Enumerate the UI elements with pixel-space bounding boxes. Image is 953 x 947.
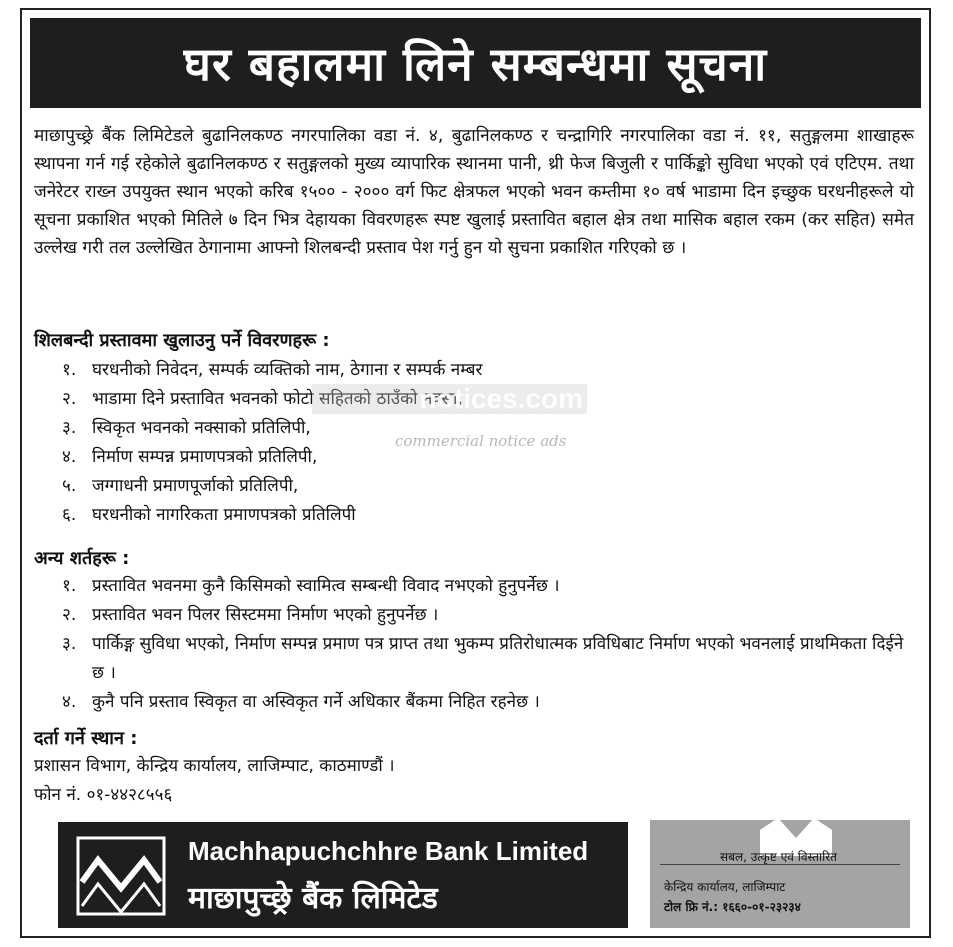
bank-name-english: Machhapuchchhre Bank Limited — [188, 836, 589, 866]
bank-logo-block — [58, 822, 628, 928]
watermark-subtext: commercial notice ads — [395, 432, 567, 450]
divider — [660, 864, 900, 865]
watermark: notices.com — [312, 384, 587, 414]
list-item: ३. पार्किङ्ग सुविधा भएको, निर्माण सम्पन्न प्रमाण पत्र प्राप्त तथा भुकम्प प्रतिरोधात्मक प्रविधिबाट निर्माण भएको भवनलाई प्राथमिकता दिईने छ । — [62, 634, 904, 683]
intro-paragraph: माछापुच्छ्रे बैंक लिमिटेडले बुढानिलकण्ठ नगरपालिका वडा नं. ४, बुढानिलकण्ठ र चन्द्रागिरि नगरपालिका वडा नं. ११, सतुङ्गलमा शाखाहरू स्थापना गर्न गई रहेकोले बुढानिलकण्ठ र सतुङ्गलको मुख्य व्यापारिक स्थानमा पानी, थ्री फेज बिजुली र पार्किङ्को सुविधा भएको एवं एटिएम. तथा जनेरेटर राख्न उपयुक्त स्थान भएको करिब १५०० - २००० वर्ग फिट क्षेत्रफल भएको भवन कम्तीमा १० वर्ष भाडामा दिन इच्छुक घरधनीहरूले यो सूचना प्रकाशित भएको मितिले ७ दिन भित्र देहायका विवरणहरू स्पष्ट खुलाई प्रस्तावित बहाल क्षेत्र तथा मासिक बहाल रकम (कर सहित) समेत उल्लेख गरी तल उल्लेखित ठेगानामा आफ्नो शिलबन्दी प्रस्ताव पेश गर्नु हुन यो सुचना प्रकाशित गरिएको छ । — [34, 126, 914, 258]
section-required-details-title: शिलबन्दी प्रस्तावमा खुलाउनु पर्ने विवरणहरू : — [34, 330, 330, 351]
bank-contact-block — [650, 820, 910, 928]
list-item: १. प्रस्तावित भवनमा कुनै किसिमको स्वामित्व सम्बन्धी विवाद नभएको हुनुपर्नेछ । — [62, 576, 560, 596]
bank-tagline: सबल, उत्कृष्ट एवं विस्तारित — [720, 850, 837, 864]
list-item: २. प्रस्तावित भवन पिलर सिस्टममा निर्माण भएको हुनुपर्नेछ । — [62, 605, 439, 625]
section-other-conditions-title: अन्य शर्तहरू : — [34, 548, 130, 569]
notice-title: घर बहालमा लिने सम्बन्धमा सूचना — [30, 18, 921, 108]
section-submission-place-title: दर्ता गर्ने स्थान : — [34, 728, 138, 749]
submission-phone: फोन नं. ०१-४४२८५५६ — [34, 785, 173, 805]
list-item: ४. कुनै पनि प्रस्ताव स्विकृत वा अस्विकृत गर्ने अधिकार बैंकमा निहित रहनेछ । — [62, 692, 540, 712]
list-item: ३. स्विकृत भवनको नक्साको प्रतिलिपी, — [62, 418, 311, 438]
bank-logo-icon — [76, 836, 166, 916]
list-item: २. भाडामा दिने प्रस्तावित भवनको फोटो सहितको ठाउँको नक्सा, — [62, 389, 463, 409]
bank-name-nepali: माछापुच्छ्रे बैंक लिमिटेड — [188, 881, 438, 916]
other-conditions-list — [62, 572, 912, 717]
submission-address: प्रशासन विभाग, केन्द्रिय कार्यालय, लाजिम्पाट, काठमाण्डौं । — [34, 756, 395, 776]
list-item: ५. जग्गाधनी प्रमाणपूर्जाको प्रतिलिपी, — [62, 476, 299, 496]
notice-frame — [20, 8, 931, 938]
bank-office-address: केन्द्रिय कार्यालय, लाजिम्पाट — [664, 880, 786, 894]
toll-free-number: टोल फ्रि नं.: १६६०-०१-२३२३४ — [664, 900, 801, 914]
list-item: १. घरधनीको निवेदन, सम्पर्क व्यक्तिको नाम, ठेगाना र सम्पर्क नम्बर — [62, 360, 483, 380]
list-item: ६. घरधनीको नागरिकता प्रमाणपत्रको प्रतिलिपी — [62, 505, 356, 525]
list-item: ४. निर्माण सम्पन्न प्रमाणपत्रको प्रतिलिपी, — [62, 447, 318, 467]
